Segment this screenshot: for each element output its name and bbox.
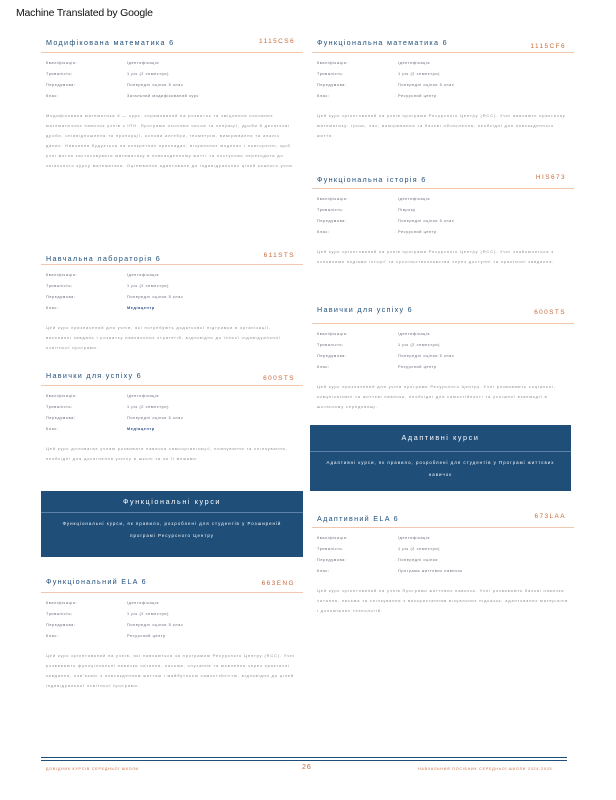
- box-text: Адаптивні курси, як правило, розроблені для студентів у Програмі життєвих навичок: [326, 460, 555, 477]
- meta-row: [312, 219, 574, 230]
- meta-row: [41, 94, 303, 105]
- course-code: 600STS: [263, 375, 295, 382]
- meta-value: Ресурсний центр: [398, 94, 437, 98]
- meta-row: [41, 601, 303, 612]
- meta-label: Кваліфікація:: [46, 61, 78, 65]
- course-code: 663ENG: [261, 580, 295, 587]
- course-modified-math-6: [41, 38, 303, 171]
- meta-value: Ідентифікація: [398, 332, 431, 336]
- meta-value: 1 рік (2 семестри): [127, 612, 169, 616]
- course-title: Функціональна математика 6: [317, 38, 448, 47]
- course-code: 611STS: [263, 252, 295, 259]
- course-description: Цей курс орієнтований на учнів Програми життєвих навичок. Учні розвивають базові навички читання, письма та спілкування з використанням візуальних підказок, адаптованих матеріалів і допоміжних технологій.: [317, 588, 569, 613]
- course-description: Цей курс призначений для учнів програми Ресурсного Центру. Учні розвивають соціальні, комунікативні та життєві навички, необхідні для самостійності та успішної взаємодії в шкільному середовищі.: [317, 384, 556, 409]
- meta-value: Ідентифікація: [127, 61, 160, 65]
- meta-label: Передумова:: [46, 416, 76, 420]
- meta-label: Передумова:: [317, 558, 347, 562]
- meta-label: Клас:: [317, 569, 330, 573]
- meta-label: Тривалість:: [46, 612, 73, 616]
- meta-row: [41, 612, 303, 623]
- course-functional-ela-6: [41, 575, 303, 691]
- machine-translation-banner: Machine Translated by Google: [16, 7, 153, 19]
- meta-row: [312, 558, 574, 569]
- course-header: [41, 250, 303, 265]
- meta-value: Попередні оцінки 5 клас: [398, 354, 455, 358]
- meta-label: Кваліфікація:: [46, 273, 78, 277]
- meta-row: [41, 284, 303, 295]
- meta-value: Ідентифікація: [398, 61, 431, 65]
- meta-label: Передумова:: [317, 83, 347, 87]
- meta-value: 1 рік (2 семестри): [127, 284, 169, 288]
- meta-value: Попередні оцінки 5 клас: [398, 219, 455, 223]
- course-code: 673LAA: [534, 513, 566, 520]
- meta-row: [312, 354, 574, 365]
- course-meta: [312, 61, 574, 105]
- meta-row: [312, 569, 574, 580]
- meta-row: [312, 197, 574, 208]
- course-meta: [41, 394, 303, 438]
- course-adaptive-ela-6: [312, 511, 574, 616]
- meta-label: Тривалість:: [46, 284, 73, 288]
- course-header: [41, 369, 303, 386]
- meta-value: Ідентифікація: [127, 273, 160, 277]
- meta-label: Кваліфікація:: [46, 601, 78, 605]
- meta-row: [41, 61, 303, 72]
- course-header: [312, 302, 574, 324]
- meta-row: [41, 306, 303, 317]
- meta-value: Загальний модифікований курс: [127, 94, 200, 98]
- meta-value: Медіацентр: [127, 427, 155, 431]
- meta-label: Кваліфікація:: [317, 61, 349, 65]
- meta-value: Ресурсний центр: [398, 230, 437, 234]
- meta-row: [41, 273, 303, 284]
- course-title: Адаптивний ELA 6: [317, 514, 399, 523]
- footer-right-text: НАВЧАЛЬНИЙ ПОСІБНИК СЕРЕДНЬОЇ ШКОЛИ 2024-2025: [418, 767, 553, 771]
- meta-label: Клас:: [46, 94, 59, 98]
- meta-label: Кваліфікація:: [317, 332, 349, 336]
- meta-label: Кваліфікація:: [317, 197, 349, 201]
- course-title: Навички для успіху 6: [46, 371, 142, 380]
- course-code: 1115CS6: [259, 38, 295, 45]
- functional-courses-box: [41, 491, 303, 557]
- meta-row: [41, 623, 303, 634]
- meta-row: [312, 72, 574, 83]
- meta-row: [312, 343, 574, 354]
- meta-row: [312, 536, 574, 547]
- course-header: [312, 511, 574, 528]
- meta-row: [312, 83, 574, 94]
- meta-row: [312, 94, 574, 105]
- course-code: HIS673: [535, 174, 566, 181]
- course-description: Цей курс орієнтований на учнів програми Ресурсного Центру (RCC). Учні знайомляться з основними подіями історії та суспільствознавства через доступні та практичні завдання.: [317, 249, 555, 264]
- meta-row: [41, 83, 303, 94]
- meta-label: Передумова:: [317, 219, 347, 223]
- course-meta: [41, 61, 303, 105]
- meta-value: Ресурсний центр: [127, 634, 166, 638]
- course-description: Цей курс орієнтований на учнів, які навчаються за програмою Ресурсного Центру (RCC). Учні розвивають функціональні навички читання, письма, слухання та мовлення через практичні завдання, пов'язані з повсякденним життям і майбутньою самостійністю, відповідно до цілей індивідуальної освітньої програми.: [46, 653, 296, 688]
- course-meta: [312, 536, 574, 580]
- meta-label: Клас:: [317, 365, 330, 369]
- course-functional-math-6: [312, 38, 574, 141]
- course-title: Модифікована математика 6: [46, 38, 175, 47]
- meta-value: Медіацентр: [127, 306, 155, 310]
- footer-left-text: ДОВІДНИК КУРСІВ СЕРЕДНЬОЇ ШКОЛИ: [46, 767, 139, 771]
- meta-label: Кваліфікація:: [46, 394, 78, 398]
- meta-value: 1 рік (2 семестри): [127, 72, 169, 76]
- course-meta: [312, 332, 574, 376]
- meta-value: Ідентифікація: [398, 197, 431, 201]
- meta-label: Передумова:: [46, 623, 76, 627]
- meta-row: [41, 394, 303, 405]
- course-skills-for-success-6-rc: [312, 302, 574, 412]
- course-title: Функціональний ELA 6: [46, 577, 147, 586]
- course-title: Навчальна лабораторія 6: [46, 254, 162, 263]
- course-skills-for-success-6: [41, 369, 303, 464]
- meta-row: [312, 61, 574, 72]
- meta-row: [312, 230, 574, 241]
- meta-row: [312, 208, 574, 219]
- meta-label: Клас:: [317, 94, 330, 98]
- meta-value: Попередні оцінки 5 клас: [127, 623, 184, 627]
- meta-label: Передумова:: [46, 83, 76, 87]
- meta-label: Тривалість:: [317, 343, 344, 347]
- meta-value: Попередні оцінки: [398, 558, 438, 562]
- course-header: [312, 38, 574, 53]
- meta-label: Клас:: [46, 634, 59, 638]
- meta-value: Попередні оцінки 5 клас: [127, 295, 184, 299]
- meta-value: 1 рік (2 семестри): [127, 405, 169, 409]
- box-text: Функціональні курси, як правило, розроблені для студентів у Розширеній програмі Ресурсного Центру: [62, 521, 282, 538]
- meta-label: Тривалість:: [46, 405, 73, 409]
- meta-label: Тривалість:: [46, 72, 73, 76]
- footer-rule-top: [41, 757, 567, 758]
- page-number: 26: [302, 764, 312, 771]
- meta-row: [312, 332, 574, 343]
- meta-label: Клас:: [46, 427, 59, 431]
- course-description: Модифікована математика 6 — курс, спрямований на розвиток та зміцнення основних математичних навичок учнів з ІПН. Програма охоплює числа та операції, дроби й десяткові дроби, співвідношення та пропорції, основи алгебри, геометрію, вимірювання та аналіз даних. Навчання будується на конкретних прикладах, візуальних моделях і повторенні, щоб учні могли застосовувати математику в повсякденному житті та поступово переходити до загального курсу математики. Оцінювання адаптоване до індивідуальних цілей кожного учня.: [46, 113, 295, 168]
- meta-row: [41, 72, 303, 83]
- meta-row: [41, 634, 303, 645]
- meta-row: [312, 547, 574, 558]
- course-title: Навички для успіху 6: [317, 305, 413, 314]
- meta-value: Півроку: [398, 208, 416, 212]
- meta-row: [41, 405, 303, 416]
- footer-rule-bottom: [41, 760, 567, 761]
- box-title: Адаптивні курси: [310, 425, 571, 452]
- meta-value: 1 рік (2 семестри): [398, 547, 440, 551]
- meta-value: 1 рік (2 семестри): [398, 343, 440, 347]
- meta-value: Попередні оцінки 5 клас: [127, 83, 184, 87]
- course-description: Цей курс орієнтований на учнів програми Ресурсного Центру (RCC). Учні вивчають практичну математику: гроші, час, вимірювання та базові обчислення, необхідні для повсякденного життя.: [317, 113, 566, 138]
- course-code: 600STS: [534, 309, 566, 316]
- course-meta: [41, 273, 303, 317]
- meta-label: Клас:: [317, 230, 330, 234]
- meta-label: Передумова:: [46, 295, 76, 299]
- course-description: Цей курс призначений для учнів, які потребують додаткової підтримки в організації, виконанні завдань і розвитку навчальних стратегій, відповідно до їхньої індивідуальної освітньої програми.: [46, 325, 281, 350]
- meta-label: Передумова:: [317, 354, 347, 358]
- box-title: Функціональні курси: [41, 491, 303, 513]
- course-title: Функціональна історія 6: [317, 175, 427, 184]
- course-code: 1115CF6: [530, 43, 566, 50]
- meta-row: [312, 365, 574, 376]
- meta-value: Ресурсний центр: [398, 365, 437, 369]
- meta-value: Попередні оцінки 5 клас: [127, 416, 184, 420]
- meta-label: Тривалість:: [317, 72, 344, 76]
- meta-value: Ідентифікація: [127, 394, 160, 398]
- course-description: Цей курс допомагає учням розвивати навички самоорганізації, планування та спілкування, необхідні для досягнення успіху в школі та за її межами.: [46, 446, 288, 461]
- adaptive-courses-box: [310, 425, 571, 491]
- meta-value: Попередні оцінки 5 клас: [398, 83, 455, 87]
- course-header: [41, 38, 303, 53]
- course-functional-history-6: [312, 172, 574, 267]
- meta-label: Клас:: [46, 306, 59, 310]
- course-learning-lab-6: [41, 250, 303, 353]
- course-meta: [312, 197, 574, 241]
- meta-value: Програма життєвих навичок: [398, 569, 463, 573]
- meta-value: Ідентифікація: [127, 601, 160, 605]
- meta-row: [41, 295, 303, 306]
- meta-label: Кваліфікація:: [317, 536, 349, 540]
- meta-row: [41, 416, 303, 427]
- course-header: [312, 172, 574, 189]
- meta-value: Ідентифікація: [398, 536, 431, 540]
- meta-label: Тривалість:: [317, 547, 344, 551]
- meta-row: [41, 427, 303, 438]
- meta-value: 1 рік (2 семестри): [398, 72, 440, 76]
- course-header: [41, 575, 303, 593]
- course-meta: [41, 601, 303, 645]
- meta-label: Тривалість:: [317, 208, 344, 212]
